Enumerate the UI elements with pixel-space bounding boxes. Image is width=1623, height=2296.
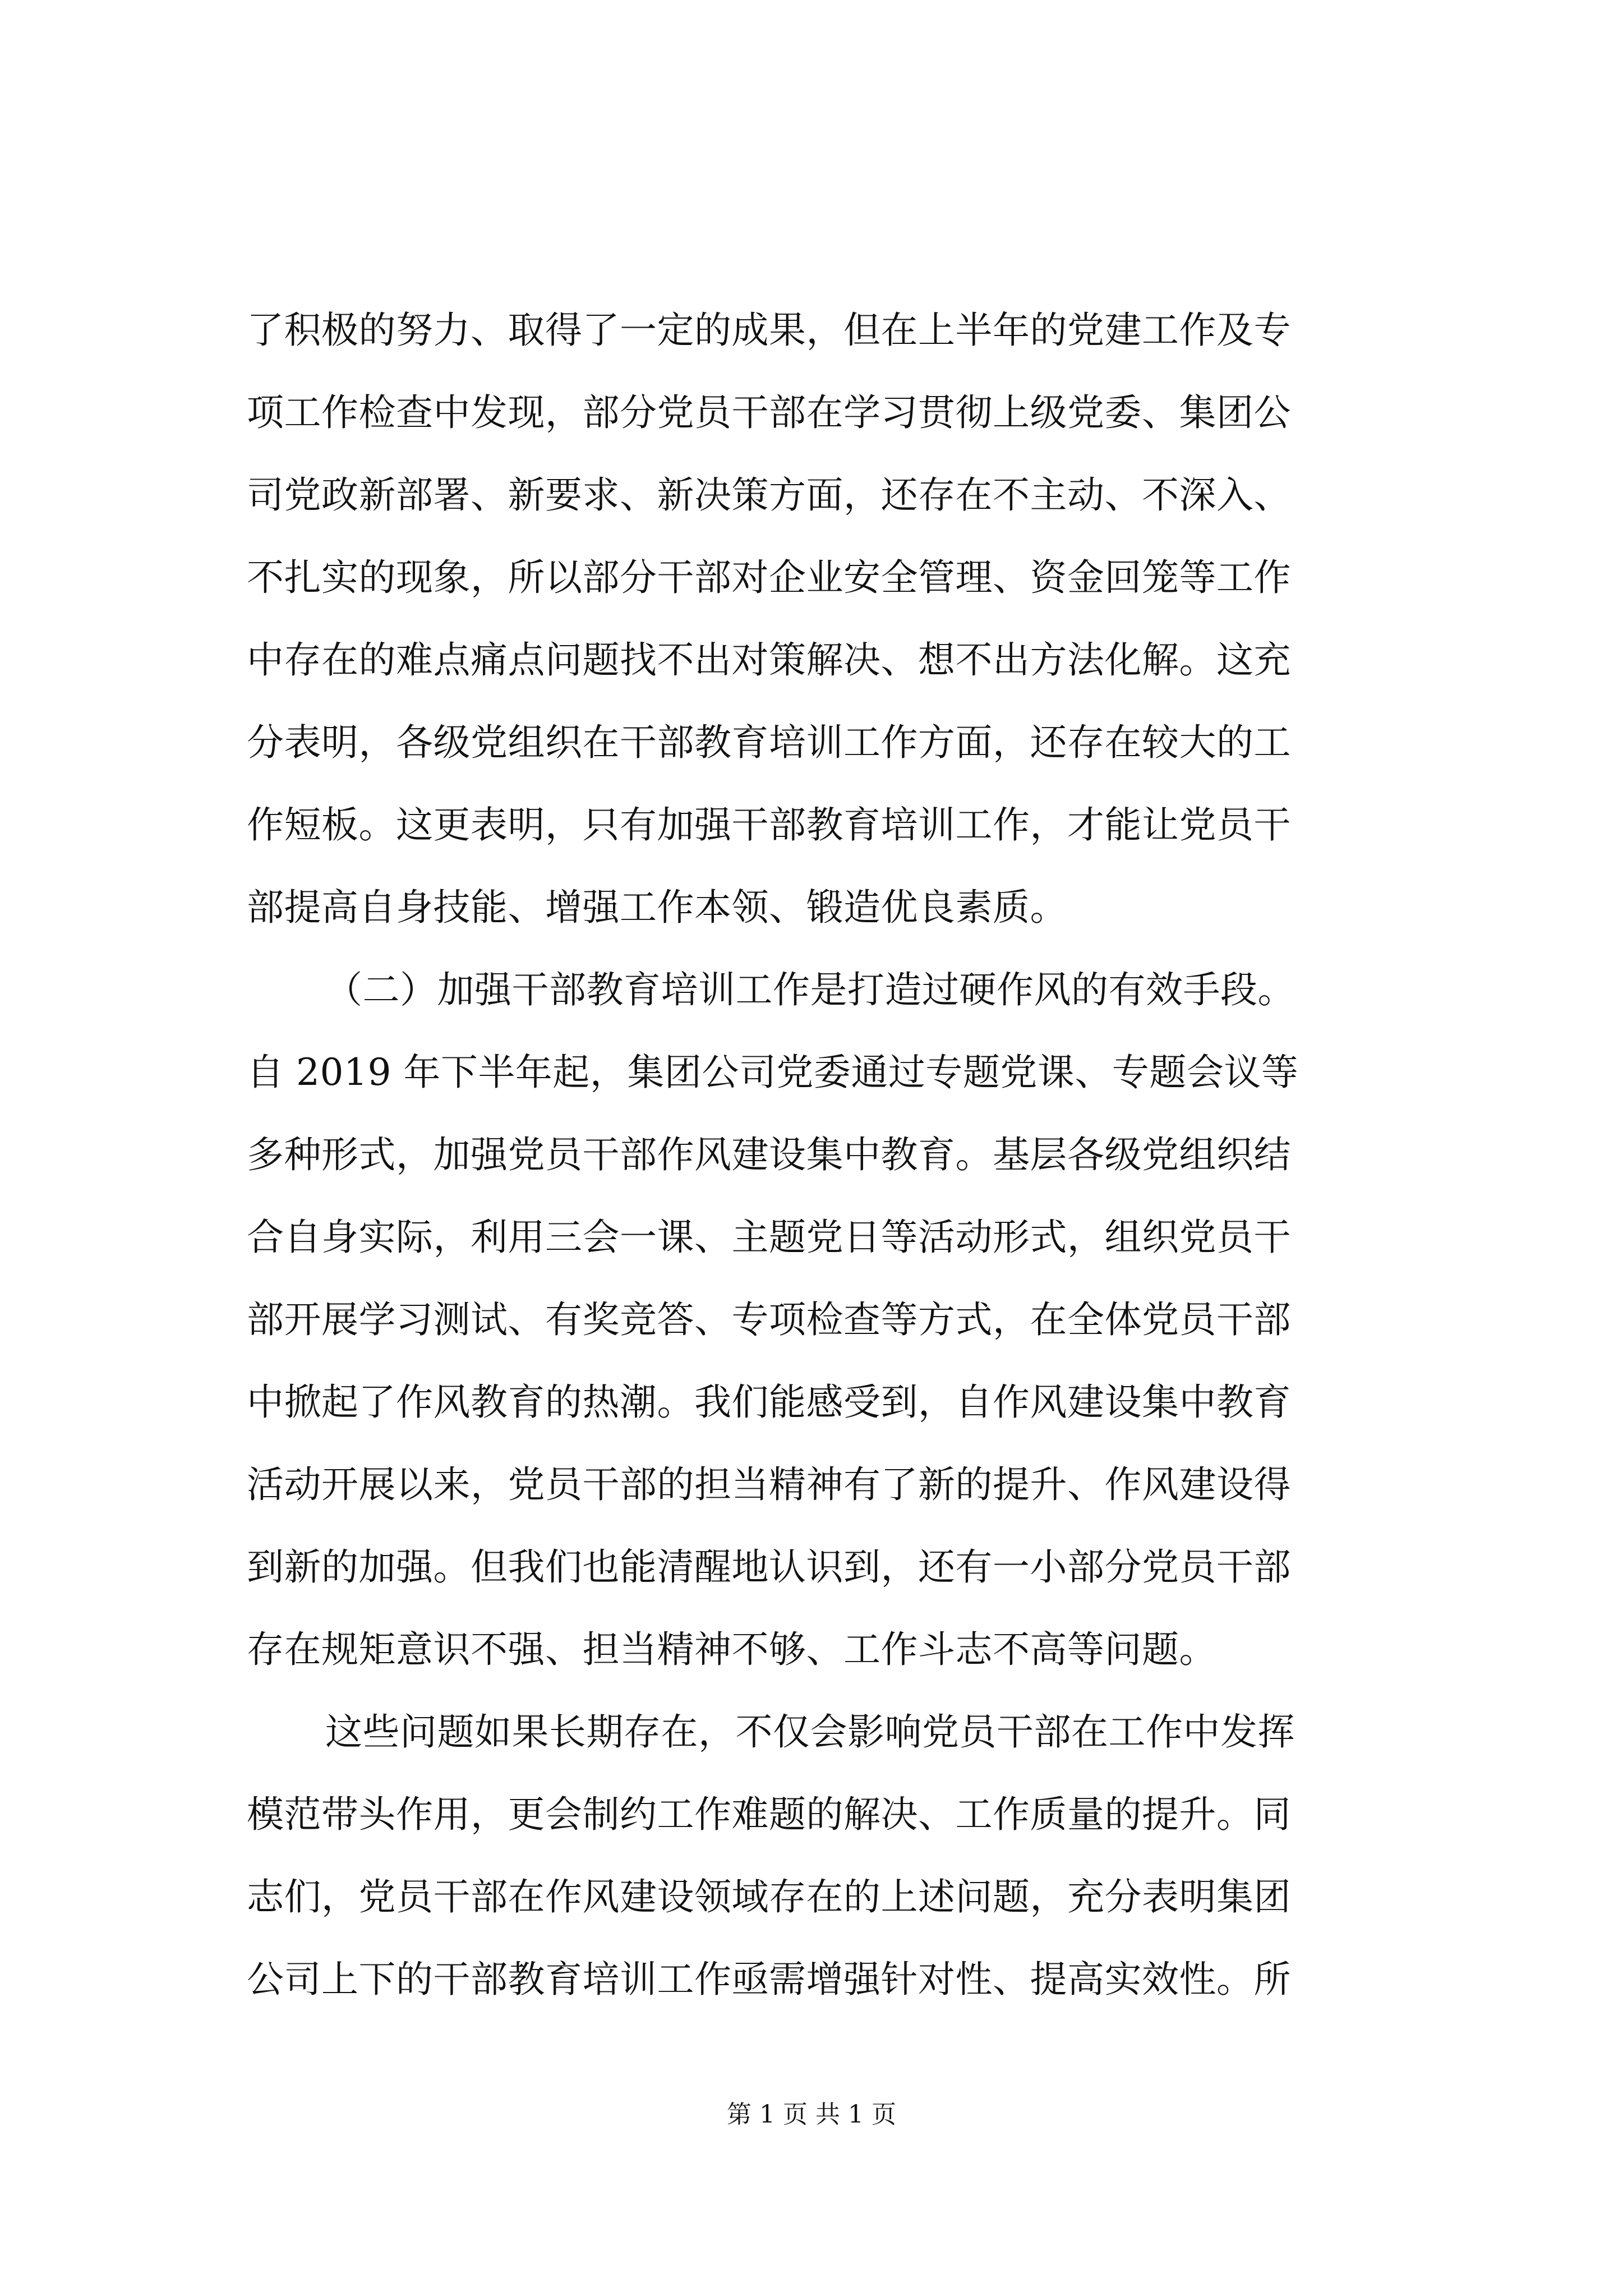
paragraph-start-line: 这些问题如果长期存在，不仅会影响党员干部在工作中发挥 (325, 1710, 1295, 1754)
text-line: 项工作检查中发现，部分党员干部在学习贯彻上级党委、集团公 (247, 391, 1291, 434)
text-line: 不扎实的现象，所以部分干部对企业安全管理、资金回笼等工作 (247, 556, 1291, 599)
text-line: 志们，党员干部在作风建设领域存在的上述问题，充分表明集团 (247, 1875, 1291, 1918)
text-line: 模范带头作用，更会制约工作难题的解决、工作质量的提升。同 (247, 1793, 1291, 1836)
text-line: 多种形式，加强党员干部作风建设集中教育。基层各级党组织结 (247, 1133, 1291, 1176)
text-line: 到新的加强。但我们也能清醒地认识到，还有一小部分党员干部 (247, 1545, 1291, 1589)
text-line: 自 2019 年下半年起，集团公司党委通过专题党课、专题会议等 (247, 1051, 1299, 1094)
text-line: 公司上下的干部教育培训工作亟需增强针对性、提高实效性。所 (247, 1958, 1291, 2001)
text-line: 中掀起了作风教育的热潮。我们能感受到，自作风建设集中教育 (247, 1381, 1291, 1424)
page-number-footer: 第 1 页 共 1 页 (727, 2100, 896, 2129)
text-line: 了积极的努力、取得了一定的成果，但在上半年的党建工作及专 (247, 309, 1291, 352)
text-line: 活动开展以来，党员干部的担当精神有了新的提升、作风建设得 (247, 1463, 1291, 1506)
section-heading-line: （二）加强干部教育培训工作是打造过硬作风的有效手段。 (325, 968, 1295, 1011)
text-line: 作短板。这更表明，只有加强干部教育培训工作，才能让党员干 (247, 803, 1291, 846)
text-line: 合自身实际，利用三会一课、主题党日等活动形式，组织党员干 (247, 1216, 1291, 1259)
document-body (247, 289, 1424, 2021)
text-line: 部开展学习测试、有奖竞答、专项检查等方式，在全体党员干部 (247, 1298, 1291, 1341)
text-line: 分表明，各级党组织在干部教育培训工作方面，还存在较大的工 (247, 721, 1291, 764)
text-line: 司党政新部署、新要求、新决策方面，还存在不主动、不深入、 (247, 473, 1291, 517)
text-line: 中存在的难点痛点问题找不出对策解决、想不出方法化解。这充 (247, 638, 1291, 682)
text-line: 部提高自身技能、增强工作本领、锻造优良素质。 (247, 886, 1067, 929)
text-line: 存在规矩意识不强、担当精神不够、工作斗志不高等问题。 (247, 1628, 1216, 1671)
